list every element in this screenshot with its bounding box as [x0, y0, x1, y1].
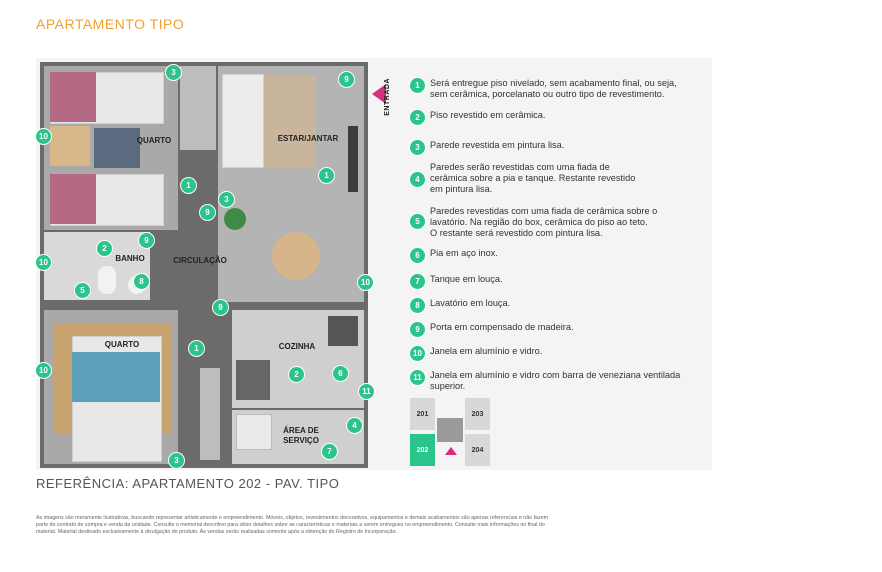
- pin-marker: 10: [36, 129, 51, 144]
- legend-text: Parede revestida em pintura lisa.: [430, 140, 565, 150]
- pin-marker: 3: [219, 192, 234, 207]
- legend-item: [410, 370, 710, 392]
- pin-marker: 2: [410, 110, 425, 125]
- legend-text: Janela em alumínio e vidro.: [430, 346, 543, 356]
- plant-icon: [224, 208, 246, 230]
- pin-marker: 1: [181, 178, 196, 193]
- washing-machine-icon: [236, 414, 272, 450]
- room-label-area-servico: ÁREA DE SERVIÇO: [283, 426, 319, 445]
- legend-text: Será entregue piso nivelado, sem acabamento final, ou seja, sem cerâmica, porcelanato ou outro tipo de revestimento.: [430, 78, 677, 99]
- legend-text: Pia em aço inox.: [430, 248, 498, 258]
- page-title: APARTAMENTO TIPO: [36, 16, 185, 32]
- room-label-estar: ESTAR/JANTAR: [277, 134, 339, 143]
- room-estar-jantar: [218, 66, 364, 302]
- stove-icon: [328, 316, 358, 346]
- pin-marker: 5: [410, 214, 425, 229]
- pin-marker: 5: [75, 283, 90, 298]
- reference-caption: REFERÊNCIA: APARTAMENTO 202 - PAV. TIPO: [36, 476, 340, 491]
- legend-item: [410, 206, 657, 239]
- room-label-quarto: QUARTO: [136, 136, 172, 145]
- legend-text: Piso revestido em cerâmica.: [430, 110, 546, 120]
- legend-item: [410, 162, 635, 195]
- room-quarto-top: [44, 66, 178, 230]
- sofa-icon: [222, 74, 264, 168]
- room-label-banho: BANHO: [115, 254, 145, 263]
- pin-marker: 11: [359, 384, 374, 399]
- legend-item: [410, 110, 545, 125]
- legend-item: [410, 78, 677, 100]
- pin-marker: 2: [289, 367, 304, 382]
- bedspread-icon: [50, 174, 96, 224]
- legend-item: [410, 298, 510, 313]
- pin-marker: 2: [97, 241, 112, 256]
- fridge-icon: [236, 360, 270, 400]
- pin-marker: 3: [410, 140, 425, 155]
- position-arrow-icon: [445, 447, 457, 455]
- disclaimer-text: As imagens são meramente ilustrativas, buscando representar artisticamente o empreendimento. Móveis, objetos, revestimentos decorativos, equipamentos e demais acabamentos são apenas referenciais e não fazem parte do contrato de compra e venda da unidade. Consulte o memorial descritivo para obter detalhes sobre as características e materiais a serem entregues no empreendimento. Consulte mais informações no final do material. Material destinado exclusivamente à divulgação do produto. As vendas serão realizadas somente após a obtenção do Registro de Incorporação.: [36, 515, 549, 535]
- rug-icon: [264, 76, 316, 168]
- legend-text: Janela em alumínio e vidro com barra de veneziana ventilada superior.: [430, 370, 681, 391]
- unit-cell-selected: 202: [410, 434, 435, 466]
- pin-marker: 8: [410, 298, 425, 313]
- pin-marker: 3: [169, 453, 184, 468]
- legend-text: Tanque em louça.: [430, 274, 503, 284]
- legend-text: Paredes revestidas com uma fiada de cerâmica sobre o lavatório. Na região do box, cerâmica do piso ao teto. O restante será revestido com pintura lisa.: [430, 206, 658, 238]
- unit-cell: 201: [410, 398, 435, 430]
- legend-item: [410, 346, 542, 361]
- pin-marker: 7: [410, 274, 425, 289]
- legend-item: [410, 322, 574, 337]
- unit-cell: 204: [465, 434, 490, 466]
- room-label-quarto: QUARTO: [104, 340, 140, 349]
- pin-marker: 10: [358, 275, 373, 290]
- pin-marker: 11: [410, 370, 425, 385]
- pin-marker: 9: [213, 300, 228, 315]
- legend-item: [410, 274, 503, 289]
- pin-marker: 1: [319, 168, 334, 183]
- pin-marker: 1: [189, 341, 204, 356]
- desk-icon: [50, 126, 90, 166]
- room-banho: [44, 232, 150, 300]
- closet: [200, 368, 220, 460]
- tv-icon: [348, 126, 358, 192]
- rug-icon: [94, 128, 140, 168]
- room-quarto-bottom: [44, 310, 178, 464]
- unit-cell: 203: [465, 398, 490, 430]
- entrance-label: ENTRADA: [384, 78, 391, 116]
- legend-text: Porta em compensado de madeira.: [430, 322, 574, 332]
- bedspread-icon: [72, 352, 160, 402]
- room-area-servico: [232, 410, 364, 464]
- stair-core: [437, 418, 463, 442]
- pin-marker: 10: [36, 363, 51, 378]
- legend-text: Lavatório em louça.: [430, 298, 511, 308]
- legend-item: [410, 248, 498, 263]
- dining-table-icon: [272, 232, 320, 280]
- pin-marker: 9: [139, 233, 154, 248]
- pin-marker: 9: [339, 72, 354, 87]
- pin-marker: 6: [410, 248, 425, 263]
- room-label-cozinha: COZINHA: [278, 342, 316, 351]
- toilet-icon: [98, 266, 116, 294]
- room-cozinha: [232, 310, 364, 408]
- pin-marker: 8: [134, 274, 149, 289]
- pin-marker: 9: [410, 322, 425, 337]
- pin-marker: 4: [347, 418, 362, 433]
- room-label-circulacao: CIRCULAÇÃO: [173, 256, 227, 265]
- floor-key-plan: [410, 398, 492, 468]
- pin-marker: 1: [410, 78, 425, 93]
- pin-marker: 6: [333, 366, 348, 381]
- floor-plan: [39, 62, 371, 468]
- pin-marker: 3: [166, 65, 181, 80]
- bedspread-icon: [50, 72, 96, 122]
- pin-marker: 7: [322, 444, 337, 459]
- closet: [180, 66, 216, 150]
- legend-item: [410, 140, 564, 155]
- pin-marker: 10: [36, 255, 51, 270]
- legend-text: Paredes serão revestidas com uma fiada de cerâmica sobre a pia e tanque. Restante revestido em pintura lisa.: [430, 162, 636, 194]
- pin-marker: 10: [410, 346, 425, 361]
- pin-marker: 4: [410, 172, 425, 187]
- pin-marker: 9: [200, 205, 215, 220]
